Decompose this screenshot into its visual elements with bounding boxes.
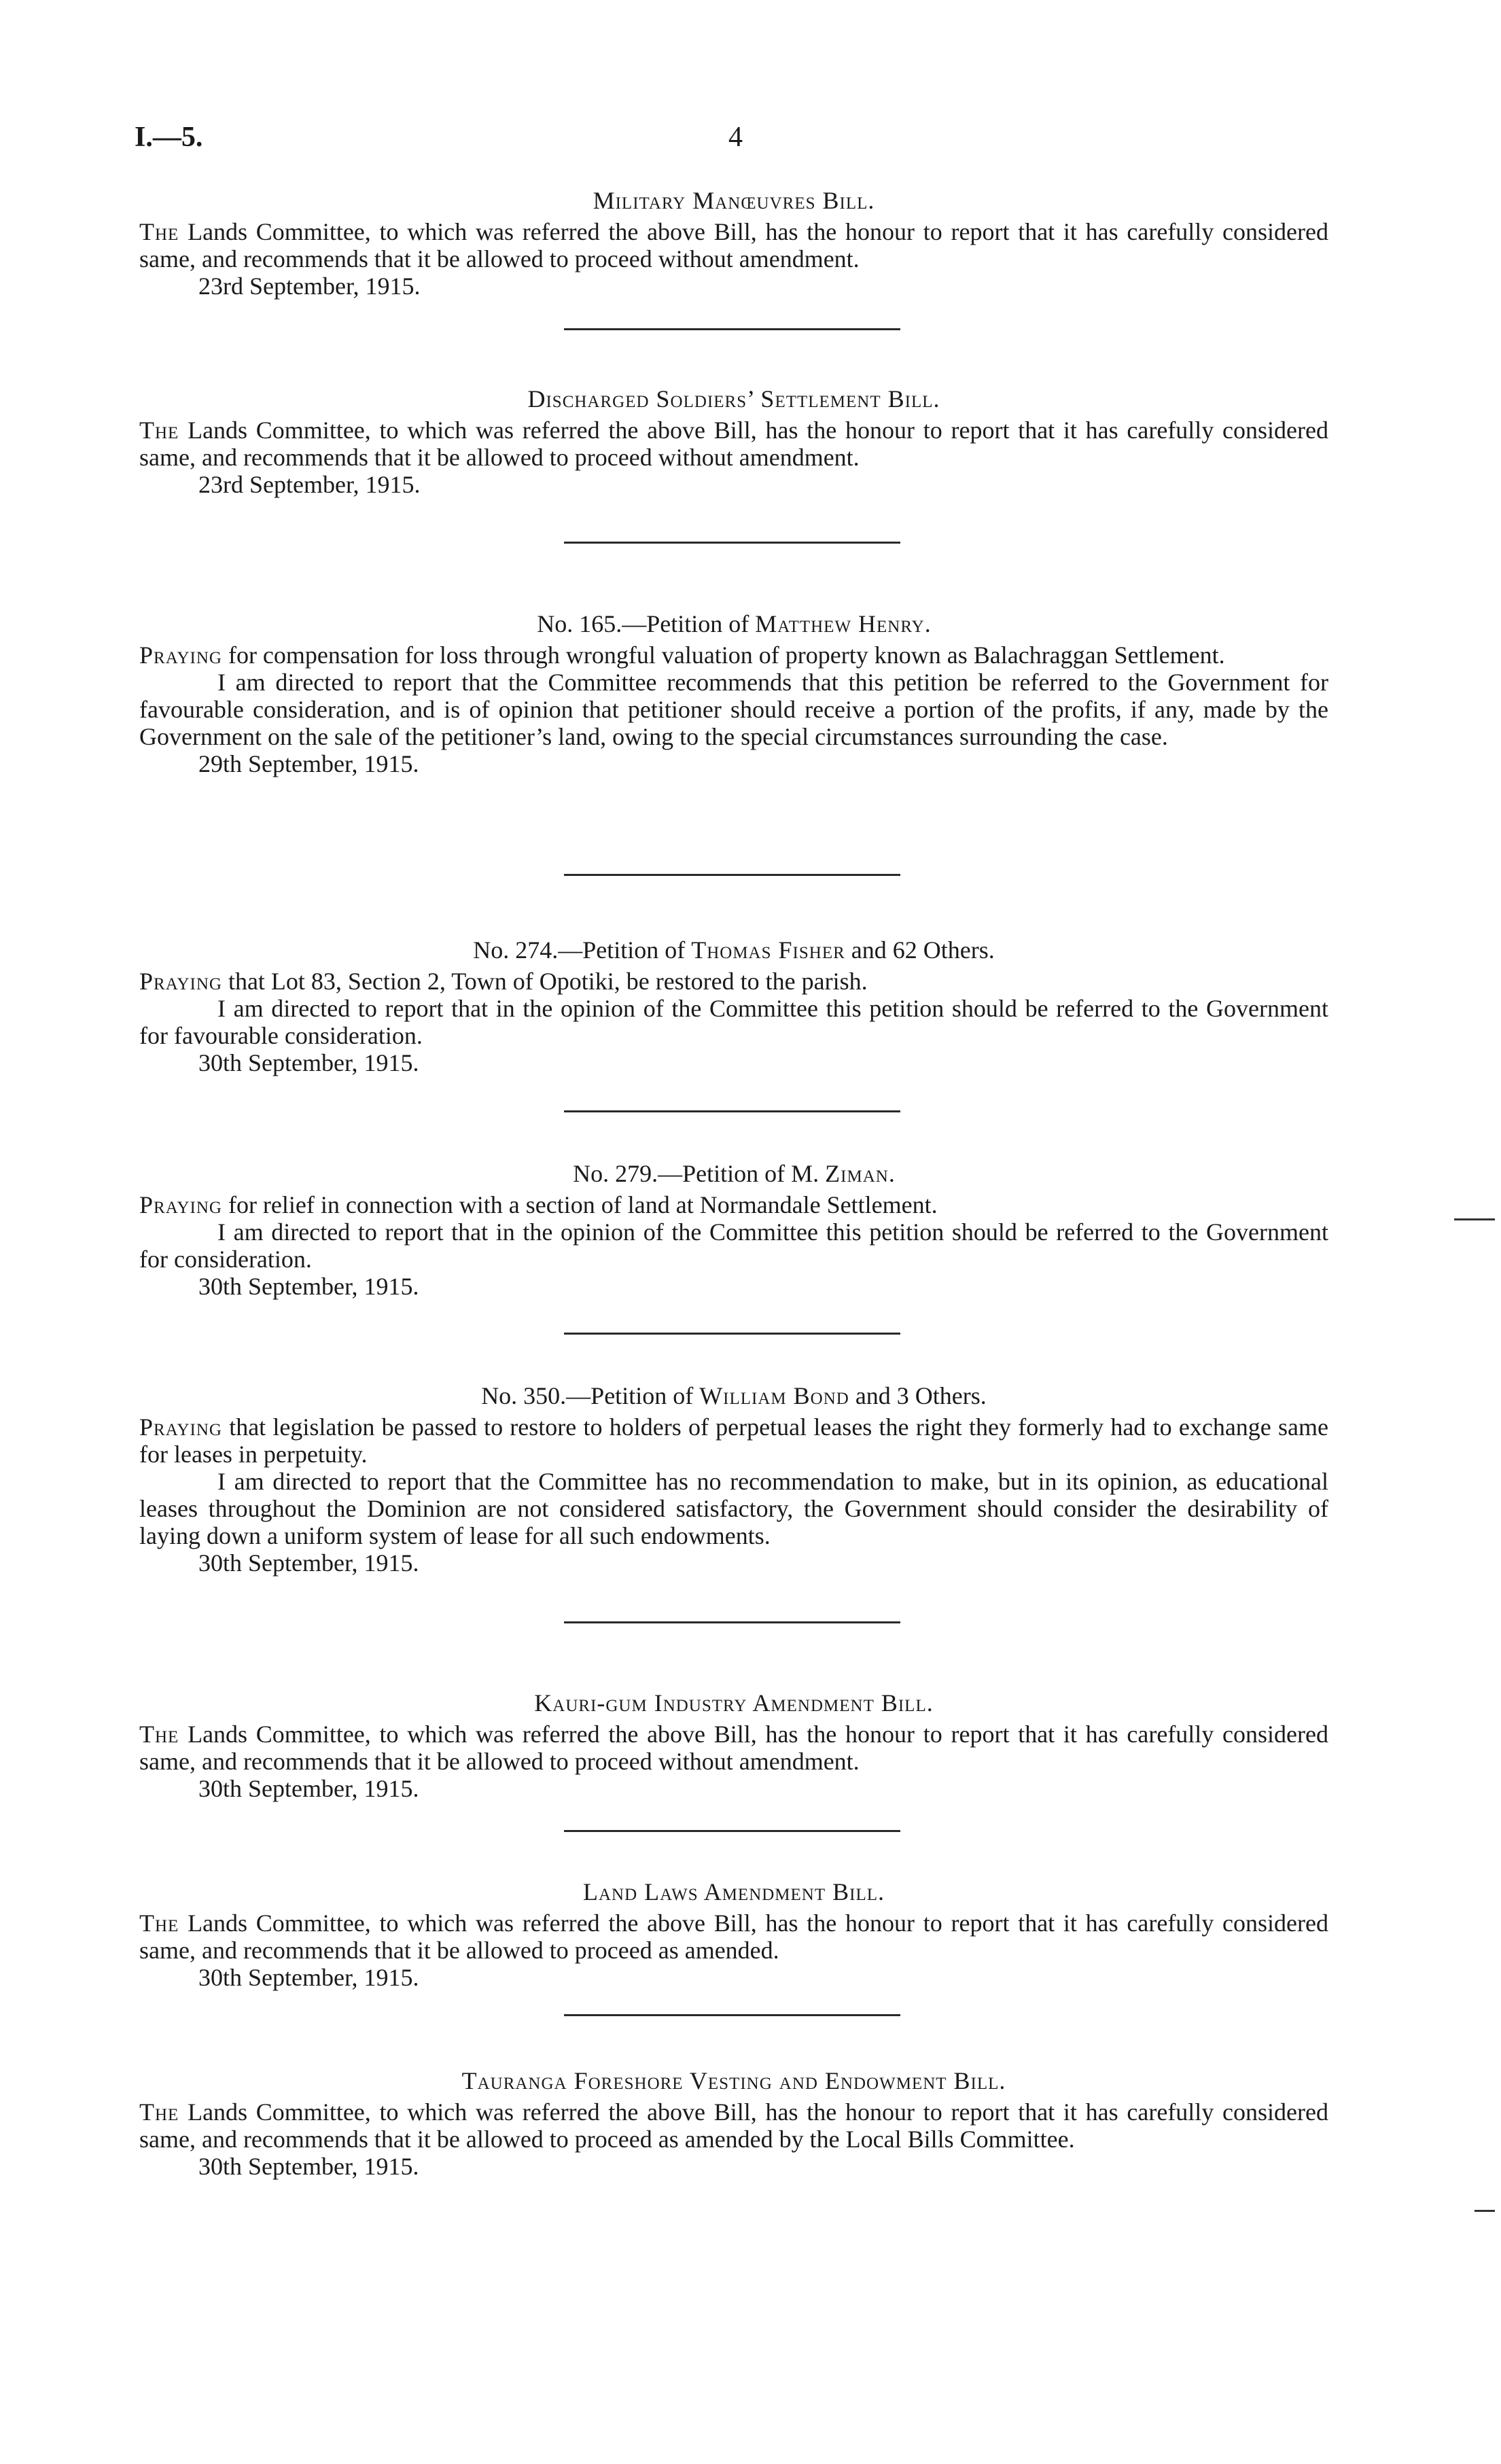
paragraph-lead: The — [139, 417, 179, 444]
report-date: 29th September, 1915. — [198, 750, 419, 777]
report-paragraph: I am directed to report that in the opinion of the Committee this petition should be referred to the Government for favourable consideration. — [139, 995, 1328, 1049]
paragraph-text: Lands Committee, to which was referred the above Bill, has the honour to report that it has carefully considered same, and recommends that it be allowed to proceed as amended. — [139, 1909, 1328, 1964]
heading-prefix: No. 165.—Petition of — [537, 610, 756, 637]
report-paragraph — [139, 1721, 1328, 1775]
heading-prefix: No. 350.—Petition of — [481, 1382, 700, 1409]
report-date: 30th September, 1915. — [198, 1273, 419, 1300]
petitioner-name: Ziman — [825, 1160, 889, 1187]
report-kauri-gum-industry-amendment-bill — [139, 1689, 1328, 1802]
report-paragraph: I am directed to report that the Committee recommends that this petition be referred to the Government for favourable consideration, and is of opinion that petitioner should receive a portion of the profits, if any, made by the Government on the sale of the petitioner’s land, owing to the special circumstances surrounding the case. — [139, 669, 1328, 750]
report-tauranga-foreshore-vesting-bill — [139, 2067, 1328, 2180]
praying-paragraph — [139, 968, 1328, 995]
petition-165 — [139, 610, 1328, 777]
paper-reference: I.—5. — [135, 122, 203, 153]
heading-suffix: and 3 Others. — [849, 1382, 987, 1409]
report-date: 23rd September, 1915. — [198, 272, 421, 300]
petitioner-name: William Bond — [699, 1382, 849, 1409]
report-paragraph — [139, 218, 1328, 272]
report-discharged-soldiers-settlement-bill — [139, 385, 1328, 498]
report-land-laws-amendment-bill — [139, 1878, 1328, 1991]
petitioner-name: Thomas Fisher — [691, 936, 845, 964]
report-date: 30th September, 1915. — [198, 1775, 419, 1802]
section-heading — [139, 1160, 1328, 1187]
section-heading: Land Laws Amendment Bill. — [582, 1878, 885, 1905]
petition-279 — [139, 1160, 1328, 1300]
petition-274 — [139, 936, 1328, 1076]
section-heading — [139, 936, 1328, 964]
report-military-manoeuvres-bill — [139, 187, 1328, 300]
paragraph-text: Lands Committee, to which was referred the above Bill, has the honour to report that it has carefully considered same, and recommends that it be allowed to proceed without amendment. — [139, 1721, 1328, 1775]
margin-mark — [1454, 1218, 1495, 1220]
heading-suffix: and 62 Others. — [845, 936, 995, 964]
report-date: 30th September, 1915. — [198, 2153, 419, 2180]
paragraph-lead: Praying — [139, 1413, 222, 1441]
praying-paragraph — [139, 641, 1328, 669]
praying-paragraph — [139, 1191, 1328, 1218]
section-divider — [564, 1621, 900, 1623]
paragraph-text: for relief in connection with a section of land at Normandale Settlement. — [222, 1191, 938, 1218]
heading-prefix: No. 279.—Petition of M. — [573, 1160, 826, 1187]
section-divider — [564, 2014, 900, 2016]
paragraph-lead: Praying — [139, 968, 222, 995]
report-date: 30th September, 1915. — [198, 1964, 419, 1991]
section-heading — [139, 1382, 1328, 1409]
page-header — [0, 0, 1501, 177]
report-paragraph: I am directed to report that the Committee has no recommendation to make, but in its opinion, as educational leases throughout the Dominion are not considered satisfactory, the Government should consider the desirability of laying down a uniform system of lease for all such endowments. — [139, 1468, 1328, 1549]
paragraph-text: Lands Committee, to which was referred the above Bill, has the honour to report that it has carefully considered same, and recommends that it be allowed to proceed without amendment. — [139, 218, 1328, 272]
heading-suffix: . — [924, 610, 931, 637]
paragraph-text: Lands Committee, to which was referred the above Bill, has the honour to report that it has carefully considered same, and recommends that it be allowed to proceed as amended by the Local Bills Committee. — [139, 2098, 1328, 2153]
page-number: 4 — [728, 122, 743, 153]
praying-paragraph — [139, 1413, 1328, 1468]
section-heading: Military Manœuvres Bill. — [593, 187, 875, 214]
section-divider — [564, 1110, 900, 1112]
report-paragraph — [139, 417, 1328, 471]
section-divider — [564, 328, 900, 330]
section-divider — [564, 542, 900, 544]
paragraph-text: that Lot 83, Section 2, Town of Opotiki, be restored to the parish. — [222, 968, 868, 995]
paragraph-text: Lands Committee, to which was referred the above Bill, has the honour to report that it has carefully considered same, and recommends that it be allowed to proceed without amendment. — [139, 417, 1328, 471]
paragraph-lead: The — [139, 2098, 179, 2126]
section-heading: Tauranga Foreshore Vesting and Endowment Bill. — [461, 2067, 1006, 2094]
section-divider — [564, 1830, 900, 1832]
paragraph-lead: Praying — [139, 1191, 222, 1218]
section-heading: Discharged Soldiers’ Settlement Bill. — [527, 385, 940, 412]
section-heading — [139, 610, 1328, 637]
report-paragraph — [139, 2098, 1328, 2153]
report-paragraph — [139, 1909, 1328, 1964]
paragraph-lead: The — [139, 218, 179, 245]
paragraph-text: for compensation for loss through wrongful valuation of property known as Balachraggan Settlement. — [222, 641, 1225, 669]
petitioner-name: Matthew Henry — [755, 610, 925, 637]
section-heading: Kauri-gum Industry Amendment Bill. — [534, 1689, 934, 1717]
paragraph-lead: The — [139, 1721, 179, 1748]
margin-mark — [1474, 2210, 1495, 2212]
section-divider — [564, 1333, 900, 1335]
report-date: 30th September, 1915. — [198, 1049, 419, 1076]
section-divider — [564, 874, 900, 876]
heading-prefix: No. 274.—Petition of — [473, 936, 692, 964]
report-date: 30th September, 1915. — [198, 1549, 419, 1577]
paragraph-text: that legislation be passed to restore to holders of perpetual leases the right they formerly had to exchange same for leases in perpetuity. — [139, 1413, 1328, 1468]
heading-suffix: . — [888, 1160, 895, 1187]
paragraph-lead: Praying — [139, 641, 222, 669]
paragraph-lead: The — [139, 1909, 179, 1937]
report-date: 23rd September, 1915. — [198, 471, 421, 498]
report-paragraph: I am directed to report that in the opinion of the Committee this petition should be referred to the Government for consideration. — [139, 1218, 1328, 1273]
petition-350 — [139, 1382, 1328, 1577]
